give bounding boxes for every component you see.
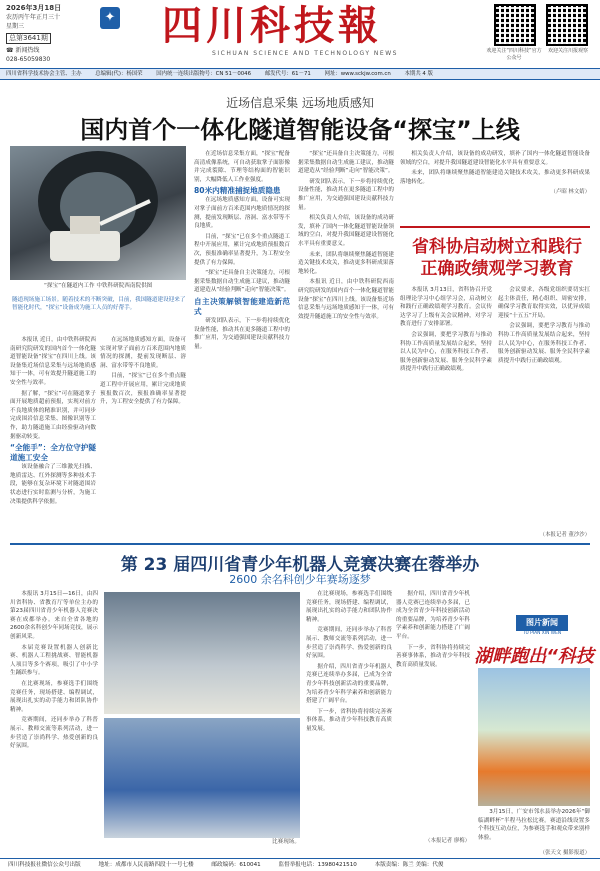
paragraph: 目前，“探宝”已在多个重点隧道工程中开展应用，累计完成地质预报数百次，预报准确率显著提升，为工程安全提供了有力保障。 — [100, 373, 186, 406]
robot-photo-bottom — [104, 718, 300, 838]
paragraph: 目前，“探宝”已在多个重点隧道工程中开展应用，累计完成地质预报数百次，预报准确率显著提升，为工程安全提供了有力保障。 — [194, 233, 290, 266]
paragraph: 会议强调，要把学习教育与推动科协工作高质量发展结合起来，坚持以人民为中心，在服务科技工作者、服务创新驱动发展、服务全民科学素质提升中践行正确政绩观。 — [400, 331, 492, 373]
paper-subtitle: SICHUAN SCIENCE AND TECHNOLOGY NEWS — [212, 50, 398, 57]
paragraph: 据了解，“探宝”可在隧道掌子面开展地质超前预报，实现对前方不良地质体的精准识别，并可同步完成围岩信息采集、图像识别等工作，助力隧道施工由经验驱动向数据驱动转变。 — [10, 390, 96, 440]
picture-news-tag: 图片新闻 — [516, 615, 568, 631]
lead-column-4 — [400, 150, 590, 222]
paragraph: 下一步，省科协将持续完善赛事体系，推动青少年科技教育高质量发展。 — [396, 644, 470, 668]
publication-info-bar — [0, 68, 600, 80]
weekday: 星期三 — [6, 23, 25, 30]
picture-news-tag-en: TU PIAN XIN WEN — [522, 631, 562, 636]
paragraph: 据介绍，四川省青少年机器人竞赛已连续举办多届，已成为全省青少年科技创新活动的重要品牌，为培养青少年科学素养和创新能力搭建了广阔平台。 — [396, 591, 470, 640]
tunnel-photo — [10, 146, 186, 280]
lead-credit: （卢昭 林文婧） — [550, 189, 590, 196]
paragraph: 该设备融合了三维激光扫描、地质雷达、红外探测等多种技术手段，能够在复杂环境下对隧道围岩状态进行实时监测与分析，为施工决策提供科学依据。 — [10, 464, 96, 505]
lead-column-1 — [10, 336, 96, 536]
side-column-2 — [498, 286, 590, 526]
robot-subhead: 2600 余名科创少年赛场逐梦 — [229, 573, 371, 586]
paragraph: “探宝”还具备自主决策能力，可根据采集数据自动生成施工建议，推动隧道建造从“经验判断”走向“智能决策”。 — [298, 151, 394, 175]
paragraph: 会议要求，各级党组织要切实扛起主体责任，精心组织、周密安排，确保学习教育取得实效，以优异成绩迎接“十五五”开局。 — [498, 287, 590, 319]
paragraph: 竞赛期间，还同步举办了科普展示、教师交流等系列活动，进一步营造了崇尚科学、热爱创新的良好氛围。 — [306, 627, 392, 660]
picture-news-credit: （张天文 摄影报道） — [539, 850, 590, 856]
paragraph: 3月15日，广安市邻水县举办2026年“御临湖畔杯”半程马拉松比赛。赛道沿线设置多个科技互动点位，为参赛选手和观众带来别样体验。 — [478, 809, 590, 841]
info-item: 本期共 4 版 — [404, 71, 433, 77]
info-item: 四川省科学技术协会主管、主办 — [6, 71, 82, 77]
paragraph: 在远场地质感知方面，设备可实现对掌子面前方百米范围内地质情况的探测，提前发现断层、溶洞、富水带等不良地质。 — [100, 337, 186, 369]
paragraph: 本届竞赛设置机器人创新比赛、机器人工程挑战赛、智能机器人项目等多个赛项，吸引了中小学生踊跃参与。 — [10, 644, 98, 677]
lunar-date: 农历丙午年正月三十 — [6, 14, 61, 21]
robot-column-3 — [396, 590, 470, 830]
paragraph: 在近场信息采集方面，“探宝”配备高清成像系统，可自动获取掌子面影像并完成裂隙、节理等结构面的智能识别，大幅降低人工作业强度。 — [194, 151, 290, 183]
divider — [10, 543, 590, 545]
section-subhead: 自主决策解锁智能建造新范式 — [194, 296, 290, 316]
footer-item: 四川科技报社微信公众号出版 — [8, 862, 81, 868]
paragraph: 相关负责人介绍，该设备的成功研发，填补了国内一体化隧道智能设备领域的空白，对提升我国隧道建设智能化水平具有重要意义。 — [400, 151, 590, 166]
divider — [400, 226, 590, 228]
masthead — [0, 0, 600, 66]
paragraph: “探宝”还具备自主决策能力，可根据采集数据自动生成施工建议，推动隧道建造从“经验判断”走向“智能决策”。 — [194, 270, 290, 294]
info-item: 邮发代号：61－71 — [264, 71, 311, 77]
robot-photo-caption: 比赛现场。 — [272, 839, 300, 845]
footer-item: 地址：成都市人民南路四段十一号七楼 — [98, 862, 194, 868]
side-column-1 — [400, 286, 492, 540]
lead-column-1b — [100, 336, 186, 536]
robot-column-2 — [306, 590, 392, 830]
paragraph: 据介绍，四川省青少年机器人竞赛已连续举办多届，已成为全省青少年科技创新活动的重要品牌，为培养青少年科学素养和创新能力搭建了广阔平台。 — [306, 663, 392, 705]
paragraph: 在比赛现场，参赛选手们围绕竞赛任务，现场搭建、编程调试，展现出扎实的动手能力和团队协作精神。 — [10, 680, 98, 713]
qr-code-icon — [546, 4, 588, 46]
info-item: 网址：www.sckjw.com.cn — [324, 71, 391, 77]
robot-headline: 第 23 届四川省青少年机器人竞赛决赛在蓉举办 — [120, 555, 480, 575]
paragraph: 本报讯 近日，由中铁科研院西南研究院研发的国内首个一体化隧道智能设备“探宝”在四川上线。该设备集近场信息采集与远场地质感知于一体，可有效提升隧道施工的安全性与效率。 — [298, 279, 394, 320]
paragraph: 在比赛现场，参赛选手们围绕竞赛任务，现场搭建、编程调试，展现出扎实的动手能力和团队协作精神。 — [306, 591, 392, 623]
paragraph: 研发团队表示，下一步将持续优化设备性能，推动其在更多隧道工程中的推广应用，为交通强国建设贡献科技力量。 — [194, 317, 290, 350]
footer-item: 邮政编码：610041 — [211, 862, 261, 868]
lead-headline: 国内首个一体化隧道智能设备“探宝”上线 — [80, 116, 520, 144]
tunnel-illustration — [10, 146, 186, 280]
picture-news-caption — [478, 808, 590, 848]
paper-title: 四川科技報 — [162, 2, 382, 49]
section-subhead: 80米内精准捕捉地质隐患 — [194, 186, 281, 196]
qr-code-icon — [494, 4, 536, 46]
paragraph: 未来，团队将继续聚焦隧道智能建造关键技术攻关，推动更多科研成果落地转化。 — [298, 251, 394, 275]
paragraph: 本报讯 3月15日—16日，由四川省科协、省教育厅等单位主办的第23届四川省青少年机器人竞赛决赛在成都举办。来自全省各地的2600余名科创少年同场竞技，展示创新风采。 — [10, 591, 98, 640]
paragraph: 本报讯 3月13日，省科协召开党组理论学习中心组学习会，启动树立和践行正确政绩观学习教育。会议传达学习了上级有关会议精神，对学习教育进行了安排部署。 — [400, 287, 492, 328]
paragraph: 未来，团队将继续聚焦隧道智能建造关键技术攻关，推动更多科研成果落地转化。 — [400, 170, 590, 185]
photo-caption-secondary: 隧道现场施工场景。随着技术的不断突破，目前，我国隧道建设迎来了智能化时代，“探宝”设备成为施工人员的好帮手。 — [12, 297, 186, 311]
side-headline: 省科协启动树立和践行正确政绩观学习教育 — [412, 237, 582, 279]
paragraph: 在远场地质感知方面，设备可实现对掌子面前方百米范围内地质情况的探测，提前发现断层、溶洞、富水带等不良地质。 — [194, 197, 290, 230]
paragraph: 研发团队表示，下一步将持续优化设备性能，推动其在更多隧道工程中的推广应用，为交通强国建设贡献科技力量。 — [298, 178, 394, 211]
footer-bar — [0, 858, 600, 871]
qr-caption: 欢迎关注川报观察 — [547, 48, 588, 54]
qr-caption: 欢迎关注“四川科技”官方公众号 — [486, 48, 542, 61]
robot-column-1 — [10, 590, 98, 850]
picture-news-headline: 湖畔跑出“科技 — [474, 646, 594, 667]
hotline-number: 028-65059830 — [6, 56, 51, 63]
paragraph: 下一步，省科协将持续完善赛事体系，推动青少年科技教育高质量发展。 — [306, 708, 392, 732]
footer-item: 本版责编：陈兰 美编：代俊 — [374, 862, 444, 868]
robot-credit: （本报记者 廖梅） — [425, 838, 470, 844]
paragraph: 会议强调，要把学习教育与推动科协工作高质量发展结合起来，坚持以人民为中心，在服务科技工作者、服务创新驱动发展、服务全民科学素质提升中践行正确政绩观。 — [498, 323, 590, 364]
phone-icon: ☎ — [6, 47, 14, 54]
lead-column-3 — [298, 150, 394, 540]
lead-kicker: 近场信息采集 远场地质感知 — [226, 96, 374, 110]
paragraph: 竞赛期间，还同步举办了科普展示、教师交流等系列活动，进一步营造了崇尚科学、热爱创新的良好氛围。 — [10, 717, 98, 750]
side-credit: （本报记者 董沙沙） — [539, 532, 590, 538]
footer-item: 监督举报电话：13980421510 — [278, 862, 357, 868]
issue-number: 总第3641期 — [6, 33, 51, 44]
hotline-label — [6, 46, 126, 55]
paragraph: 本报讯 近日，由中铁科研院西南研究院研发的国内首个一体化隧道智能设备“探宝”在四川上线。该设备集近场信息采集与远场地质感知于一体，可有效提升隧道施工的安全性与效率。 — [10, 337, 96, 386]
section-subhead: “全能手”：全方位守护隧道施工安全 — [10, 443, 96, 463]
sckx-logo-icon: ✦ — [100, 7, 120, 29]
photo-caption: “探宝”在隧道内工作 中铁科研院西南院供图 — [44, 283, 153, 289]
marathon-photo — [478, 668, 590, 806]
info-item: 国内统一连续出版物号：CN 51－0046 — [156, 71, 252, 77]
issue-date: 2026年3月18日 — [6, 4, 62, 12]
lead-column-2 — [194, 150, 290, 540]
hotline-label-text: 新闻热线 — [15, 47, 40, 54]
robot-photo-top — [104, 592, 300, 714]
paragraph: 相关负责人介绍，该设备的成功研发，填补了国内一体化隧道智能设备领域的空白，对提升我国隧道建设智能化水平具有重要意义。 — [298, 215, 394, 247]
info-item: 总编辑(代)：杨国荣 — [95, 71, 143, 77]
